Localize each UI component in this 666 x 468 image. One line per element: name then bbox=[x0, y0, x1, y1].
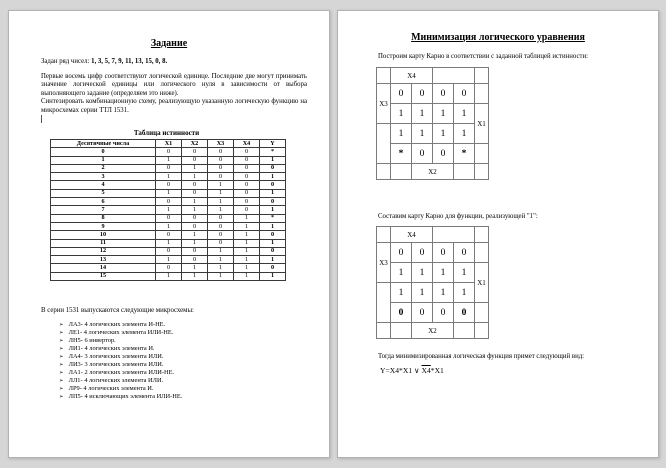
table-cell: 1 bbox=[260, 272, 286, 280]
table-cell: 1 bbox=[182, 264, 208, 272]
kmap-cell: 1 bbox=[454, 124, 475, 144]
kmap-label-x1: Х1 bbox=[475, 104, 489, 144]
table-cell: 0 bbox=[182, 214, 208, 222]
kmap-row bbox=[377, 84, 489, 104]
kmap-label-x2: Х2 bbox=[412, 164, 454, 180]
table-cell: 1 bbox=[156, 239, 182, 247]
table-cell: 1 bbox=[51, 156, 156, 164]
table-row bbox=[51, 222, 286, 230]
table-cell: 0 bbox=[208, 231, 234, 239]
table-cell: 1 bbox=[234, 222, 260, 230]
table-cell: 1 bbox=[156, 156, 182, 164]
list-item bbox=[59, 385, 182, 393]
kmap-label-x4: Х4 bbox=[391, 227, 433, 243]
table-cell: 12 bbox=[51, 247, 156, 255]
table-cell: 1 bbox=[234, 239, 260, 247]
table-cell: 13 bbox=[51, 256, 156, 264]
list-item bbox=[59, 345, 182, 353]
task-paragraph-2: Синтезировать комбинационную схему, реализующую указанную логическую функцию на микросхемах серии ТТЛ 1531. bbox=[41, 98, 307, 114]
table-cell: 0 bbox=[260, 264, 286, 272]
table-cell: * bbox=[260, 148, 286, 156]
table-cell: 1 bbox=[208, 247, 234, 255]
kmap-cell: 0 bbox=[433, 303, 454, 323]
list-item-label: ЛЛ1- 4 логических элемента ИЛИ. bbox=[68, 377, 164, 384]
table-row bbox=[51, 156, 286, 164]
table-row bbox=[51, 264, 286, 272]
arrow-bullet-icon: ➢ bbox=[59, 362, 64, 368]
table-cell: 1 bbox=[260, 156, 286, 164]
table-cell: 0 bbox=[260, 231, 286, 239]
task-paragraphs bbox=[41, 73, 307, 115]
table-cell: 0 bbox=[156, 264, 182, 272]
truth-table-header-row bbox=[51, 140, 286, 148]
table-row bbox=[51, 206, 286, 214]
table-row bbox=[51, 181, 286, 189]
kmap2-intro: Составим карту Карно для функции, реализующей "1": bbox=[378, 213, 538, 220]
table-cell: 0 bbox=[208, 214, 234, 222]
arrow-bullet-icon: ➢ bbox=[59, 378, 64, 384]
table-cell: 1 bbox=[182, 173, 208, 181]
table-row bbox=[51, 256, 286, 264]
table-row bbox=[51, 214, 286, 222]
table-cell: 0 bbox=[260, 247, 286, 255]
table-cell: 0 bbox=[234, 173, 260, 181]
table-cell: 0 bbox=[208, 173, 234, 181]
kmap-row bbox=[377, 144, 489, 164]
table-cell: 1 bbox=[182, 239, 208, 247]
kmap-cell: * bbox=[454, 144, 475, 164]
table-cell: 1 bbox=[208, 198, 234, 206]
table-cell: 11 bbox=[51, 239, 156, 247]
table-cell: 1 bbox=[156, 272, 182, 280]
table-cell: 1 bbox=[182, 272, 208, 280]
kmap-cell: 0 bbox=[412, 84, 433, 104]
kmap-cell: 1 bbox=[391, 263, 412, 283]
kmap-cell: 1 bbox=[454, 283, 475, 303]
list-item bbox=[59, 337, 182, 345]
table-cell: * bbox=[260, 214, 286, 222]
table-cell: 0 bbox=[208, 222, 234, 230]
formula-term-2-negated: X4 bbox=[421, 366, 431, 375]
table-cell: 1 bbox=[234, 264, 260, 272]
kmap-cell: 0 bbox=[433, 144, 454, 164]
table-cell: 1 bbox=[234, 214, 260, 222]
kmap-cell: 0 bbox=[433, 243, 454, 263]
table-cell: 1 bbox=[208, 189, 234, 197]
table-row bbox=[51, 247, 286, 255]
table-cell: 0 bbox=[182, 256, 208, 264]
table-cell: 0 bbox=[182, 156, 208, 164]
table-cell: 1 bbox=[260, 222, 286, 230]
list-item bbox=[59, 393, 182, 401]
series-label: Задан ряд чисел: bbox=[41, 58, 92, 65]
page-title: Минимизация логического уравнения bbox=[411, 32, 585, 43]
kmap-cell: 0 bbox=[412, 243, 433, 263]
table-cell: 1 bbox=[260, 189, 286, 197]
table-cell: 1 bbox=[156, 222, 182, 230]
kmap-cell: 1 bbox=[412, 104, 433, 124]
table-cell: 0 bbox=[182, 181, 208, 189]
kmap-label-x3: Х3 bbox=[377, 243, 391, 283]
table-row bbox=[51, 231, 286, 239]
list-item-label: ЛА3- 4 логических элемента И-НЕ. bbox=[68, 321, 166, 328]
table-cell: 1 bbox=[156, 173, 182, 181]
list-item bbox=[59, 377, 182, 385]
column-header: Х1 bbox=[156, 140, 182, 148]
kmap-row bbox=[377, 104, 489, 124]
truth-table bbox=[50, 139, 286, 281]
table-cell: 15 bbox=[51, 272, 156, 280]
table-cell: 0 bbox=[51, 148, 156, 156]
list-item-label: ЛА1- 2 логических элемента ИЛИ-НЕ. bbox=[68, 369, 175, 376]
kmap-cell: 0 bbox=[391, 243, 412, 263]
table-cell: 1 bbox=[182, 231, 208, 239]
kmap-top-label-row bbox=[377, 68, 489, 84]
kmap-cell: 0 bbox=[433, 84, 454, 104]
formula-term-1: Y=X4*X1 bbox=[380, 366, 415, 375]
or-operator: ∨ bbox=[414, 366, 420, 375]
table-cell: 0 bbox=[156, 164, 182, 172]
arrow-bullet-icon: ➢ bbox=[59, 370, 64, 376]
table-cell: 4 bbox=[51, 181, 156, 189]
column-header: Y bbox=[260, 140, 286, 148]
table-cell: 0 bbox=[208, 156, 234, 164]
table-cell: 1 bbox=[260, 173, 286, 181]
table-cell: 1 bbox=[260, 256, 286, 264]
table-cell: 0 bbox=[234, 164, 260, 172]
table-cell: 0 bbox=[156, 214, 182, 222]
table-cell: 10 bbox=[51, 231, 156, 239]
list-item bbox=[59, 361, 182, 369]
table-cell: 1 bbox=[208, 181, 234, 189]
table-cell: 0 bbox=[208, 239, 234, 247]
table-row bbox=[51, 272, 286, 280]
table-cell: 0 bbox=[156, 247, 182, 255]
kmap-cell: 0 bbox=[391, 303, 412, 323]
kmap-cell: 1 bbox=[391, 283, 412, 303]
karnaugh-map-2 bbox=[376, 226, 489, 339]
column-header: Х2 bbox=[182, 140, 208, 148]
arrow-bullet-icon: ➢ bbox=[59, 322, 64, 328]
kmap-cell: 0 bbox=[454, 303, 475, 323]
list-item-label: ЛИ1- 4 логических элемента И. bbox=[68, 345, 155, 352]
chip-list bbox=[59, 321, 182, 401]
column-header: Десятичные числа bbox=[51, 140, 156, 148]
kmap-cell: 1 bbox=[433, 283, 454, 303]
kmap-cell: 1 bbox=[433, 124, 454, 144]
table-cell: 3 bbox=[51, 173, 156, 181]
kmap-cell: 0 bbox=[412, 144, 433, 164]
list-item-label: ЛИ3- 3 логических элемента ИЛИ. bbox=[68, 361, 164, 368]
kmap-label-x2: Х2 bbox=[412, 323, 454, 339]
kmap-cell: 1 bbox=[412, 124, 433, 144]
column-header: Х3 bbox=[208, 140, 234, 148]
kmap-cell: * bbox=[391, 144, 412, 164]
list-item-label: ЛА4- 3 логических элемента ИЛИ. bbox=[68, 353, 164, 360]
kmap-label-x1: Х1 bbox=[475, 263, 489, 303]
table-cell: 1 bbox=[182, 206, 208, 214]
kmap-cell: 0 bbox=[454, 243, 475, 263]
list-item-label: ЛР9- 4 логических элемента И. bbox=[68, 385, 154, 392]
table-cell: 1 bbox=[156, 189, 182, 197]
formula-term-2-rest: *X1 bbox=[430, 366, 444, 375]
table-cell: 0 bbox=[234, 181, 260, 189]
table-cell: 0 bbox=[234, 189, 260, 197]
table-cell: 1 bbox=[182, 198, 208, 206]
table-cell: 0 bbox=[156, 148, 182, 156]
table-cell: 6 bbox=[51, 198, 156, 206]
kmap-cell: 1 bbox=[454, 104, 475, 124]
table-cell: 1 bbox=[156, 206, 182, 214]
kmap-cell: 0 bbox=[454, 84, 475, 104]
table-cell: 0 bbox=[156, 181, 182, 189]
kmap-row bbox=[377, 243, 489, 263]
table-cell: 0 bbox=[182, 189, 208, 197]
kmap-cell: 1 bbox=[412, 263, 433, 283]
kmap-bottom-label-row bbox=[377, 164, 489, 180]
arrow-bullet-icon: ➢ bbox=[59, 330, 64, 336]
kmap-cell: 0 bbox=[412, 303, 433, 323]
table-cell: 1 bbox=[208, 256, 234, 264]
page-title: Задание bbox=[150, 38, 188, 49]
table-cell: 9 bbox=[51, 222, 156, 230]
table-cell: 0 bbox=[234, 156, 260, 164]
conclusion-text: Тогда минимизированная логическая функция примет следующий вид: bbox=[378, 353, 585, 360]
text-cursor bbox=[41, 115, 42, 123]
kmap-bottom-label-row bbox=[377, 323, 489, 339]
table-cell: 1 bbox=[234, 247, 260, 255]
table-cell: 0 bbox=[260, 164, 286, 172]
table-cell: 0 bbox=[156, 231, 182, 239]
kmap-top-label-row bbox=[377, 227, 489, 243]
kmap-row bbox=[377, 124, 489, 144]
kmap-cell: 0 bbox=[391, 84, 412, 104]
kmap1-intro: Построим карту Карно в соответствии с заданной таблицей истинности: bbox=[378, 53, 588, 60]
truth-table-title: Таблица истинности bbox=[133, 129, 200, 137]
list-item bbox=[59, 369, 182, 377]
series-numbers: 1, 3, 5, 7, 9, 11, 13, 15, 0, 8. bbox=[91, 58, 168, 65]
table-cell: 1 bbox=[156, 256, 182, 264]
number-series-line bbox=[41, 58, 304, 66]
list-item bbox=[59, 353, 182, 361]
table-cell: 1 bbox=[234, 272, 260, 280]
kmap-row bbox=[377, 263, 489, 283]
table-cell: 0 bbox=[234, 198, 260, 206]
table-cell: 0 bbox=[182, 148, 208, 156]
chips-intro: В серии 1531 выпускаются следующие микросхемы: bbox=[41, 307, 194, 314]
table-cell: 0 bbox=[156, 198, 182, 206]
table-row bbox=[51, 189, 286, 197]
kmap-label-x3: Х3 bbox=[377, 84, 391, 124]
table-row bbox=[51, 164, 286, 172]
table-cell: 1 bbox=[260, 206, 286, 214]
kmap-cell: 1 bbox=[433, 263, 454, 283]
table-cell: 1 bbox=[208, 264, 234, 272]
table-cell: 1 bbox=[182, 164, 208, 172]
arrow-bullet-icon: ➢ bbox=[59, 386, 64, 392]
table-row bbox=[51, 173, 286, 181]
table-cell: 8 bbox=[51, 214, 156, 222]
truth-table-body bbox=[51, 148, 286, 281]
kmap-cell: 1 bbox=[391, 104, 412, 124]
task-paragraph-1: Первые восемь цифр соответствуют логической единице. Последние две могут принимать значение логической единицы или логического нуля в зависимости от выбора выполняющего задание (определяем это ниже). bbox=[41, 73, 307, 97]
kmap-cell: 1 bbox=[433, 104, 454, 124]
table-cell: 0 bbox=[260, 181, 286, 189]
table-cell: 5 bbox=[51, 189, 156, 197]
arrow-bullet-icon: ➢ bbox=[59, 394, 64, 400]
arrow-bullet-icon: ➢ bbox=[59, 338, 64, 344]
arrow-bullet-icon: ➢ bbox=[59, 346, 64, 352]
table-row bbox=[51, 198, 286, 206]
list-item-label: ЛП5- 4 исключающих элемента ИЛИ-НЕ. bbox=[68, 393, 183, 400]
table-cell: 0 bbox=[208, 164, 234, 172]
table-cell: 0 bbox=[182, 222, 208, 230]
table-cell: 0 bbox=[182, 247, 208, 255]
list-item bbox=[59, 321, 182, 329]
list-item bbox=[59, 329, 182, 337]
table-cell: 1 bbox=[234, 256, 260, 264]
arrow-bullet-icon: ➢ bbox=[59, 354, 64, 360]
kmap-cell: 1 bbox=[454, 263, 475, 283]
kmap-cell: 1 bbox=[412, 283, 433, 303]
table-cell: 14 bbox=[51, 264, 156, 272]
table-cell: 0 bbox=[234, 148, 260, 156]
table-cell: 7 bbox=[51, 206, 156, 214]
table-cell: 1 bbox=[208, 206, 234, 214]
list-item-label: ЛН5- 6 инвертор. bbox=[68, 337, 116, 344]
karnaugh-map-1 bbox=[376, 67, 489, 180]
table-cell: 0 bbox=[260, 198, 286, 206]
table-row bbox=[51, 239, 286, 247]
table-cell: 1 bbox=[208, 272, 234, 280]
document-page-1[interactable] bbox=[8, 10, 330, 458]
list-item-label: ЛЕ1- 4 логических элемента ИЛИ-НЕ. bbox=[68, 329, 174, 336]
table-cell: 0 bbox=[234, 206, 260, 214]
table-cell: 1 bbox=[260, 239, 286, 247]
kmap-row bbox=[377, 283, 489, 303]
table-row bbox=[51, 148, 286, 156]
table-cell: 1 bbox=[234, 231, 260, 239]
kmap-cell: 1 bbox=[391, 124, 412, 144]
minimized-function-formula bbox=[380, 366, 444, 375]
table-cell: 0 bbox=[208, 148, 234, 156]
kmap-label-x4: Х4 bbox=[391, 68, 433, 84]
document-page-2[interactable] bbox=[337, 10, 659, 458]
table-cell: 2 bbox=[51, 164, 156, 172]
kmap-row bbox=[377, 303, 489, 323]
column-header: Х4 bbox=[234, 140, 260, 148]
